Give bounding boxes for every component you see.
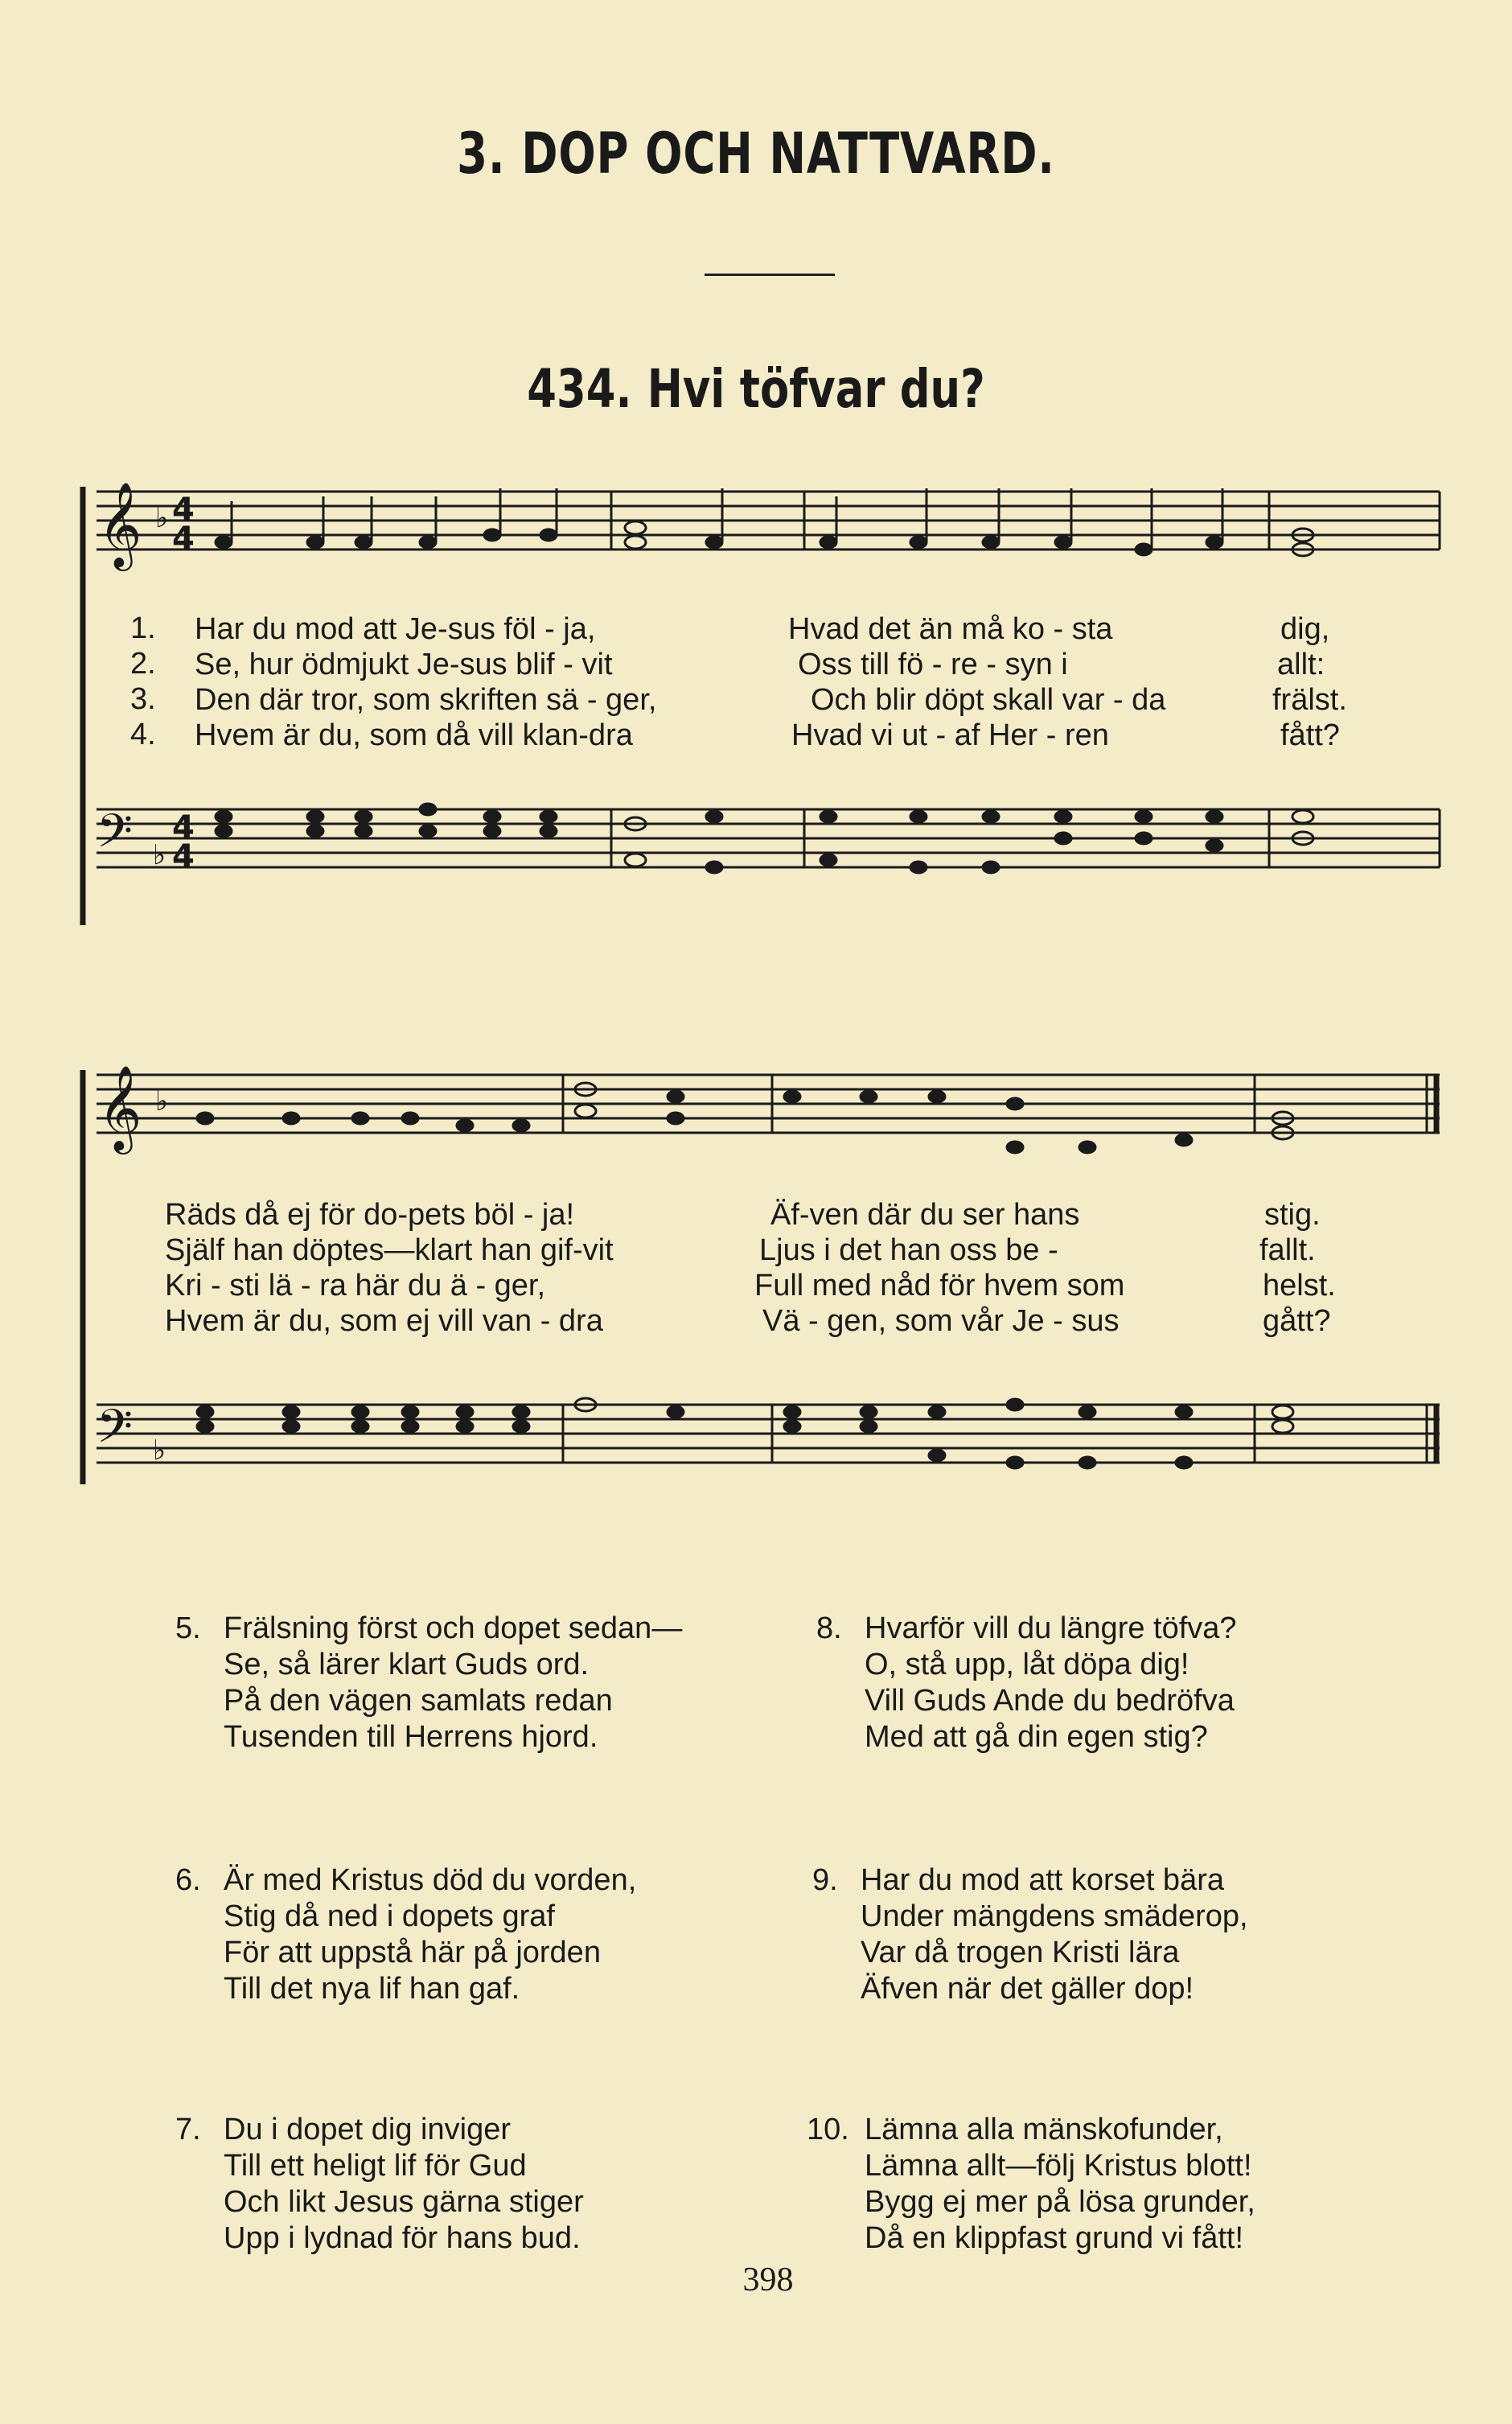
stanza — [175, 2112, 584, 2257]
title-divider — [705, 274, 835, 276]
stanza-line: För att uppstå här på jorden — [224, 1936, 601, 1969]
stanza-line: Till ett heligt lif för Gud — [224, 2149, 527, 2183]
lyric-line: Kri - sti lä - ra här du ä - ger, — [165, 1269, 546, 1303]
stanza-number: 10. — [807, 2113, 849, 2146]
lyric-line: Har du mod att Je-sus föl - ja, — [195, 612, 596, 646]
lyric-line: Den där tror, som skriften sä - ger, — [195, 683, 657, 717]
bass-staff-system-1 — [0, 796, 1512, 917]
stanza-line: Upp i lydnad för hans bud. — [224, 2221, 581, 2255]
stanza-line: På den vägen samlats redan — [224, 1684, 613, 1718]
lyric-line: Se, hur ödmjukt Je-sus blif - vit — [195, 648, 613, 681]
verse-number: 1. — [130, 611, 156, 645]
lyric-line: Hvad det än må ko - sta — [788, 612, 1113, 646]
stanza — [816, 1611, 1237, 1755]
lyric-line: dig, — [1280, 612, 1330, 646]
stanza-line: Var då trogen Kristi lära — [861, 1936, 1180, 1969]
stanza-line: Se, så lärer klart Guds ord. — [224, 1648, 590, 1681]
page-number: 398 — [742, 2261, 794, 2298]
lyric-line: Räds då ej för do-pets böl - ja! — [165, 1198, 575, 1232]
svg-text:4: 4 — [172, 809, 195, 846]
stanza-line: Till det nya lif han gaf. — [224, 1972, 520, 2006]
lyric-line: fallt. — [1259, 1233, 1316, 1267]
stanza-line: Lämna allt—följ Kristus blott! — [865, 2149, 1252, 2183]
stanza-line: Vill Guds Ande du bedröfva — [865, 1684, 1235, 1718]
svg-text:4: 4 — [172, 492, 195, 529]
stanza-number: 7. — [175, 2113, 201, 2146]
lyric-line: Själf han döptes—klart han gif-vit — [165, 1233, 614, 1267]
stanza-line: O, stå upp, låt döpa dig! — [865, 1648, 1189, 1681]
stanza-line: Och likt Jesus gärna stiger — [224, 2185, 584, 2219]
svg-text:♭: ♭ — [155, 1085, 169, 1117]
stanza-line: Lämna alla mänskofunder, — [865, 2113, 1223, 2146]
lyric-line: Full med nåd för hvem som — [754, 1269, 1125, 1303]
lyric-line: Oss till fö - re - syn i — [798, 648, 1068, 681]
lyric-line: Och blir döpt skall var - da — [811, 683, 1166, 717]
lyric-line: stig. — [1264, 1198, 1321, 1232]
lyric-line: Hvem är du, som ej vill van - dra — [165, 1304, 603, 1338]
hymn-heading — [151, 358, 1361, 420]
lyric-line: gått? — [1263, 1304, 1331, 1338]
section-title: 3. DOP OCH NATTVARD. — [457, 121, 1055, 187]
stanza-line: Under mängdens smäderop, — [861, 1899, 1248, 1933]
svg-text:♭: ♭ — [155, 502, 169, 534]
stanza-line: Du i dopet dig inviger — [224, 2113, 511, 2146]
lyric-line: helst. — [1263, 1269, 1336, 1303]
stanza-number: 8. — [816, 1611, 842, 1645]
lyric-line: frälst. — [1272, 683, 1347, 717]
lyric-line: allt: — [1277, 648, 1325, 681]
lyric-line: Hvad vi ut - af Her - ren — [791, 718, 1109, 752]
svg-text:𝄢: 𝄢 — [97, 1399, 134, 1465]
stanza-number: 6. — [175, 1863, 201, 1897]
svg-text:𝄞: 𝄞 — [98, 481, 142, 567]
lyric-line: Hvem är du, som då vill klan-dra — [195, 718, 633, 752]
stanza-line: Har du mod att korset bära — [861, 1863, 1224, 1897]
stanza-line: Frälsning först och dopet sedan— — [224, 1611, 683, 1645]
stanza-line: Är med Kristus död du vorden, — [224, 1863, 637, 1897]
stanza — [807, 2112, 1255, 2257]
svg-text:4: 4 — [172, 521, 195, 558]
svg-text:♭: ♭ — [153, 1434, 166, 1467]
verse-number: 2. — [130, 647, 156, 681]
stanza-line: Då en klippfast grund vi fått! — [865, 2221, 1244, 2255]
stanza-number: 9. — [812, 1863, 838, 1897]
svg-text:4: 4 — [172, 838, 195, 875]
bass-staff-system-2 — [0, 1392, 1512, 1512]
lyric-line: Ljus i det han oss be - — [759, 1233, 1058, 1267]
lyric-line: Vä - gen, som vår Je - sus — [762, 1304, 1120, 1338]
stanza — [175, 1862, 637, 2007]
treble-staff-system-2 — [0, 1062, 1512, 1183]
svg-text:♭: ♭ — [153, 839, 166, 871]
stanza-line: Tusenden till Herrens hjord. — [224, 1720, 598, 1754]
treble-staff-system-1 — [0, 479, 1512, 599]
lyric-line: fått? — [1280, 718, 1340, 752]
hymn-number: 434. — [527, 358, 632, 420]
stanza-line: Äfven när det gäller dop! — [861, 1972, 1194, 2006]
svg-text:𝄢: 𝄢 — [97, 804, 134, 870]
stanza-line: Hvarför vill du längre töfva? — [865, 1611, 1237, 1645]
verse-number: 3. — [130, 682, 156, 716]
svg-text:𝄞: 𝄞 — [98, 1064, 142, 1150]
hymn-title: Hvi töfvar du? — [647, 358, 985, 420]
verse-number: 4. — [130, 718, 156, 751]
stanza-line: Med att gå din egen stig? — [865, 1720, 1208, 1754]
stanza — [812, 1862, 1248, 2007]
stanza-line: Stig då ned i dopets graf — [224, 1899, 555, 1933]
stanza-line: Bygg ej mer på lösa grunder, — [865, 2185, 1255, 2219]
lyric-line: Äf-ven där du ser hans — [770, 1198, 1080, 1232]
stanza-number: 5. — [175, 1611, 201, 1645]
stanza — [175, 1611, 683, 1755]
